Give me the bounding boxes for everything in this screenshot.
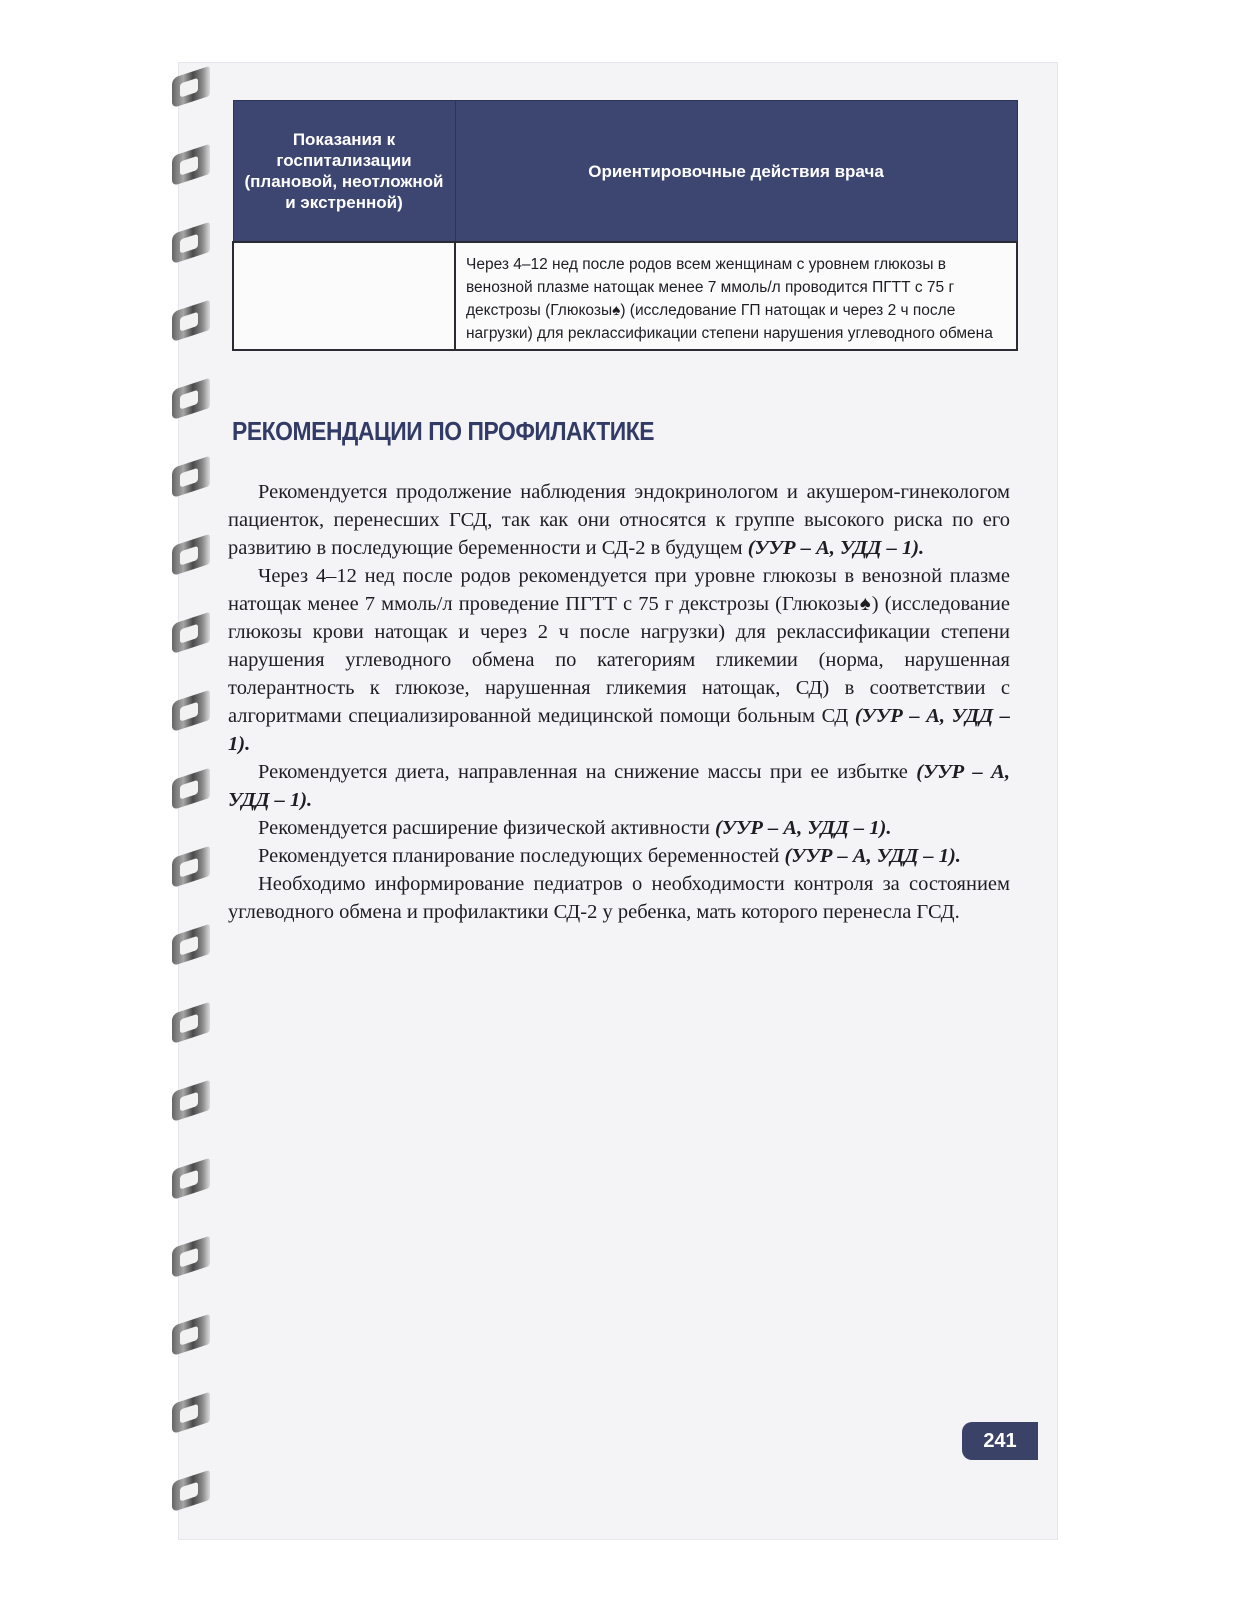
paragraph — [228, 478, 1010, 562]
evidence-level: (УУР – А, УДД – 1). — [228, 705, 1010, 755]
evidence-level: (УУР – А, УДД – 1). — [228, 761, 1010, 811]
evidence-level: (УУР – А, УДД – 1). — [784, 845, 961, 867]
section-heading: РЕКОМЕНДАЦИИ ПО ПРОФИЛАКТИКЕ — [232, 416, 655, 446]
table-cell-actions: Через 4–12 нед после родов всем женщинам с уровнем глюкозы в венозной плазме натощак менее 7 ммоль/л проводится ПГТТ с 75 г декстрозы (Глюкозы♠) (исследование ГП натощак и через 2 ч после нагрузки) для реклассификации степени нарушения углеводного обмена — [455, 242, 1017, 350]
evidence-level: (УУР – А, УДД – 1). — [747, 537, 925, 559]
paragraph-text: Через 4–12 нед после родов рекомендуется при уровне глюкозы в венозной плазме натощак менее 7 ммоль/л проведение ПГТТ с 75 г декстрозы (Глюкозы♠) (исследование глюкозы крови натощак и через 2 ч после нагрузки) для реклассификации степени нарушения углеводного обмена по категориям гликемии (норма, нарушенная толерантность к глюкозе, нарушенная гликемия натощак, СД) в соответствии с алгоритмами специализированной медицинской помощи больным СД — [228, 565, 1010, 727]
paragraph — [228, 562, 1010, 758]
paragraph-text: Рекомендуется продолжение наблюдения эндокринологом и акушером-гинекологом пациенток, перенесших ГСД, так как они относятся к группе высокого риска по его развитию в последующие беременности и СД-2 в будущем — [228, 481, 1010, 559]
table-row — [233, 242, 1017, 350]
spiral-binding — [172, 72, 212, 1532]
recommendations-text — [228, 478, 1010, 926]
paragraph — [228, 758, 1010, 814]
paragraph-text: Необходимо информирование педиатров о необходимости контроля за состоянием углеводного обмена и профилактики СД-2 у ребенка, мать которого перенесла ГСД. — [228, 873, 1010, 923]
table-header-indications: Показания к госпитализации (плановой, неотложной и экстренной) — [233, 101, 455, 243]
paragraph — [228, 870, 1010, 926]
table-cell-indications — [233, 242, 455, 350]
evidence-level: (УУР – А, УДД – 1). — [715, 817, 892, 839]
paragraph — [228, 842, 1010, 870]
page-number: 241 — [962, 1422, 1038, 1460]
table-header-actions: Ориентировочные действия врача — [455, 101, 1017, 243]
paragraph-text: Рекомендуется диета, направленная на снижение массы при ее избытке — [258, 761, 917, 783]
paragraph — [228, 814, 1010, 842]
paragraph-text: Рекомендуется планирование последующих беременностей — [258, 845, 785, 867]
paragraph-text: Рекомендуется расширение физической активности — [258, 817, 716, 839]
table-header-row — [233, 101, 1017, 243]
indications-table — [232, 100, 1018, 351]
